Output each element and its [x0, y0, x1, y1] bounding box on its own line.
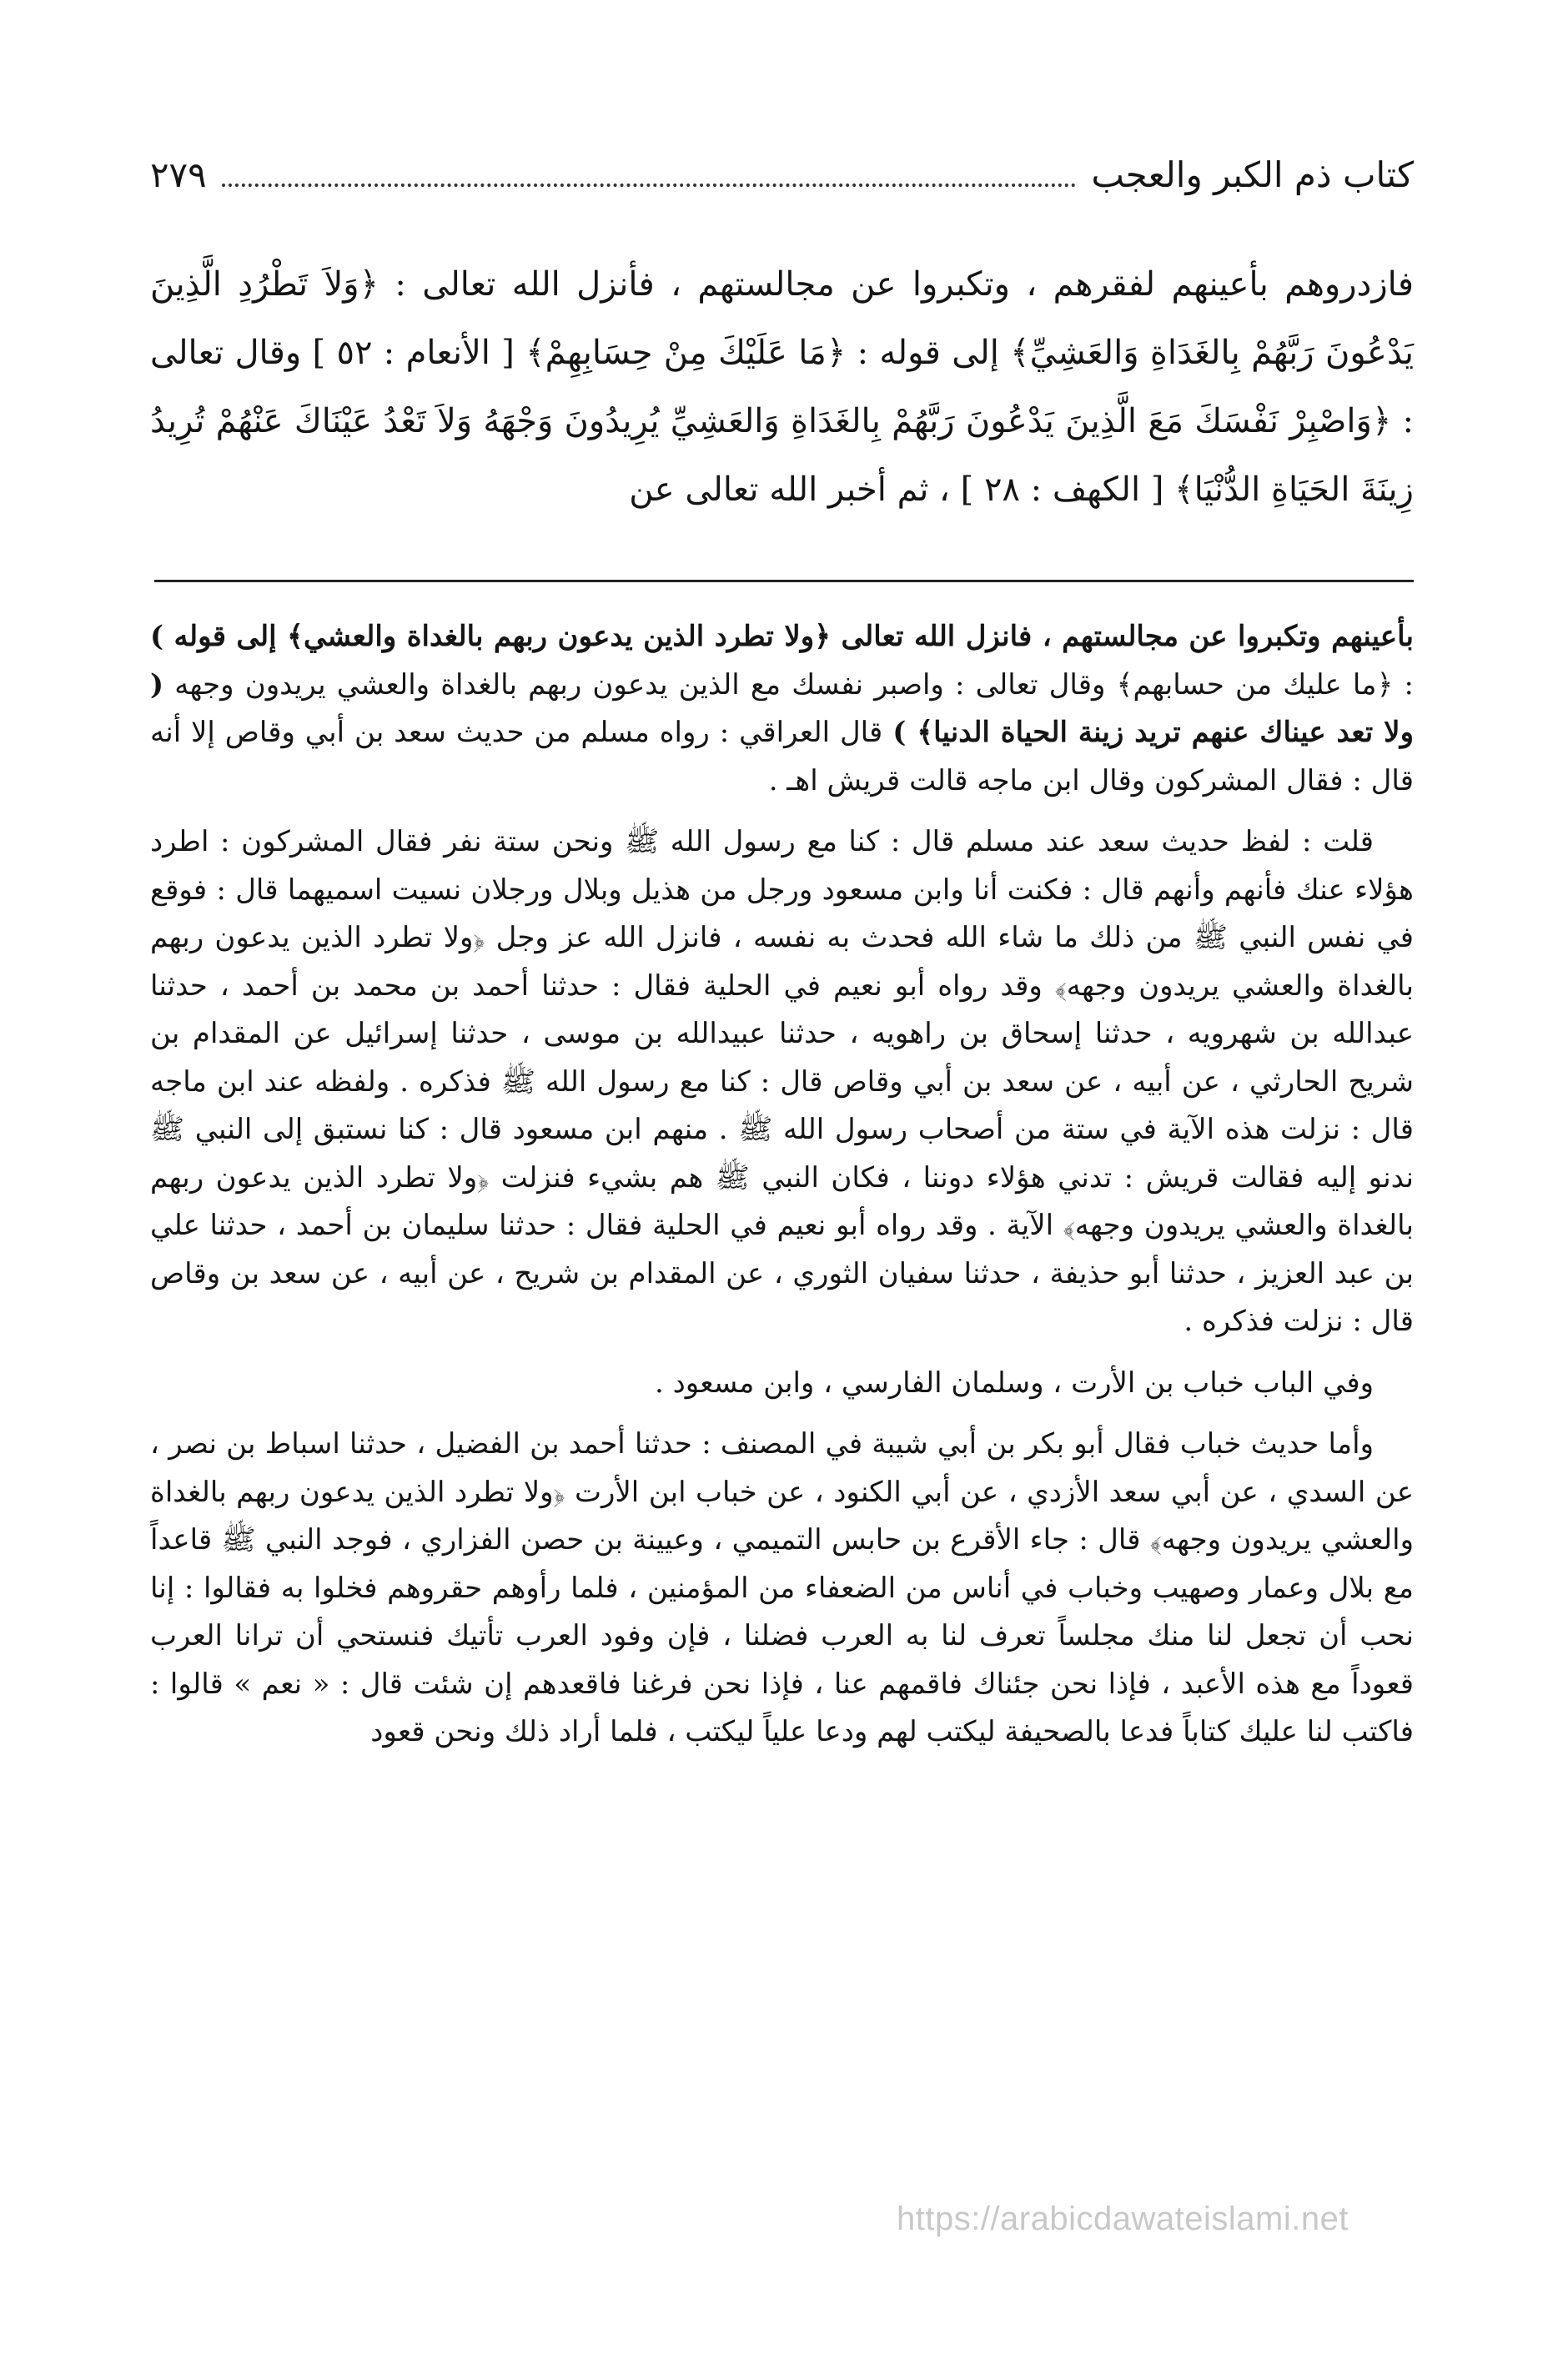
note-bold-segment: ( ولا تعد عيناك عنهم تريد زينة الحياة الدنيا﴾ ) — [150, 667, 1414, 749]
footnote-divider — [154, 580, 1414, 582]
book-title: كتاب ذم الكبر والعجب — [1091, 154, 1414, 195]
note-segment: قال العراقي : رواه مسلم من حديث سعد بن أبي وقاص إلا أنه قال : فقال المشركون وقال ابن ماجه قالت قريش اهـ . — [150, 716, 1414, 797]
main-text-block — [150, 250, 1414, 524]
note-segment: قلت : لفظ حديث سعد عند مسلم قال : كنا مع رسول الله ﷺ ونحن ستة نفر فقال المشركون : اطرد هؤلاء عنك فأنهم وأنهم قال : فكنت أنا وابن مسعود ورجل من هذيل وبلال ورجلان نسيت اسميهما قال : فوقع في نفس النبي ﷺ من ذلك ما شاء الله فحدث به نفسه ، فانزل الله عز وجل ﴿ولا تطرد الذين يدعون ربهم بالغداة والعشي يريدون وجهه﴾ وقد رواه أبو نعيم في الحلية فقال : حدثنا أحمد بن محمد بن أحمد ، حدثنا عبدالله بن شهرويه ، حدثنا إسحاق بن راهويه ، حدثنا عبيدالله بن موسى ، حدثنا إسرائيل عن المقدام بن شريح الحارثي ، عن أبيه ، عن سعد بن أبي وقاص قال : كنا مع رسول الله ﷺ فذكره . ولفظه عند ابن ماجه قال : نزلت هذه الآية في ستة من أصحاب رسول الله ﷺ . منهم ابن مسعود قال : كنا نستبق إلى النبي ﷺ ندنو إليه فقالت قريش : تدني هؤلاء دوننا ، فكان النبي ﷺ هم بشيء فنزلت ﴿ولا تطرد الذين يدعون ربهم بالغداة والعشي يريدون وجهه﴾ الآية . وقد رواه أبو نعيم في الحلية فقال : حدثنا سليمان بن أحمد ، حدثنا علي بن عبد العزيز ، حدثنا أبو حذيفة ، حدثنا سفيان الثوري ، عن المقدام بن شريح ، عن أبيه ، عن سعد بن وقاص قال : نزلت فذكره . — [150, 825, 1414, 1338]
commentary-notes — [150, 613, 1414, 1770]
note-paragraph-3 — [150, 1360, 1414, 1408]
note-bold-segment: بأعينهم وتكبروا عن مجالستهم ، فانزل الله تعالى ﴿ولا تطرد الذين يدعون ربهم بالغداة والعشي﴾ إلى قوله ) — [150, 620, 1414, 653]
note-paragraph-4 — [150, 1421, 1414, 1757]
page-number: ٢٧٩ — [150, 154, 207, 195]
note-paragraph-1 — [150, 613, 1414, 805]
note-segment: وفي الباب خباب بن الأرت ، وسلمان الفارسي ، وابن مسعود . — [655, 1366, 1374, 1400]
leader-dots — [222, 184, 1077, 187]
note-paragraph-2 — [150, 818, 1414, 1346]
note-segment: : ﴿ما عليك من حسابهم﴾ وقال تعالى : واصبر نفسك مع الذين يدعون ربهم بالغداة والعشي يريدون وجهه — [163, 667, 1414, 702]
running-header — [150, 150, 1414, 200]
watermark-url: https://arabicdawateislami.net — [897, 2201, 1349, 2237]
note-segment: وأما حديث خباب فقال أبو بكر بن أبي شيبة في المصنف : حدثنا أحمد بن الفضيل ، حدثنا اسباط بن نصر ، عن السدي ، عن أبي سعد الأزدي ، عن أبي الكنود ، عن خباب ابن الأرت ﴿ولا تطرد الذين يدعون ربهم بالغداة والعشي يريدون وجهه﴾ قال : جاء الأقرع بن حابس التميمي ، وعيينة بن حصن الفزاري ، فوجد النبي ﷺ قاعداً مع بلال وعمار وصهيب وخباب في أناس من الضعفاء من المؤمنين ، فلما رأوهم حقروهم فخلوا به فقالوا : إنا نحب أن تجعل لنا منك مجلساً تعرف لنا به العرب فضلنا ، فإن وفود العرب تأتيك فنستحي أن ترانا العرب قعوداً مع هذه الأعبد ، فإذا نحن جئناك فاقمهم عنا ، فإذا نحن فرغنا فاقعدهم إن شئت قال : « نعم » قالوا : فاكتب لنا عليك كتاباً فدعا بالصحيفة ليكتب لهم ودعا علياً ليكتب ، فلما أراد ذلك ونحن قعود — [150, 1427, 1414, 1748]
main-paragraph: فازدروهم بأعينهم لفقرهم ، وتكبروا عن مجالستهم ، فأنزل الله تعالى : ﴿وَلاَ تَطْرُدِ الَّذِينَ يَدْعُونَ رَبَّهُمْ بِالغَدَاةِ وَالعَشِيِّ﴾ إلى قوله : ﴿مَا عَلَيْكَ مِنْ حِسَابِهِمْ﴾ [ الأنعام : ٥٢ ] وقال تعالى : ﴿وَاصْبِرْ نَفْسَكَ مَعَ الَّذِينَ يَدْعُونَ رَبَّهُمْ بِالغَدَاةِ وَالعَشِيِّ يُرِيدُونَ وَجْهَهُ وَلاَ تَعْدُ عَيْنَاكَ عَنْهُمْ تُرِيدُ زِينَةَ الحَيَاةِ الدُّنْيَا﴾ [ الكهف : ٢٨ ] ، ثم أخبر الله تعالى عن — [150, 265, 1414, 509]
